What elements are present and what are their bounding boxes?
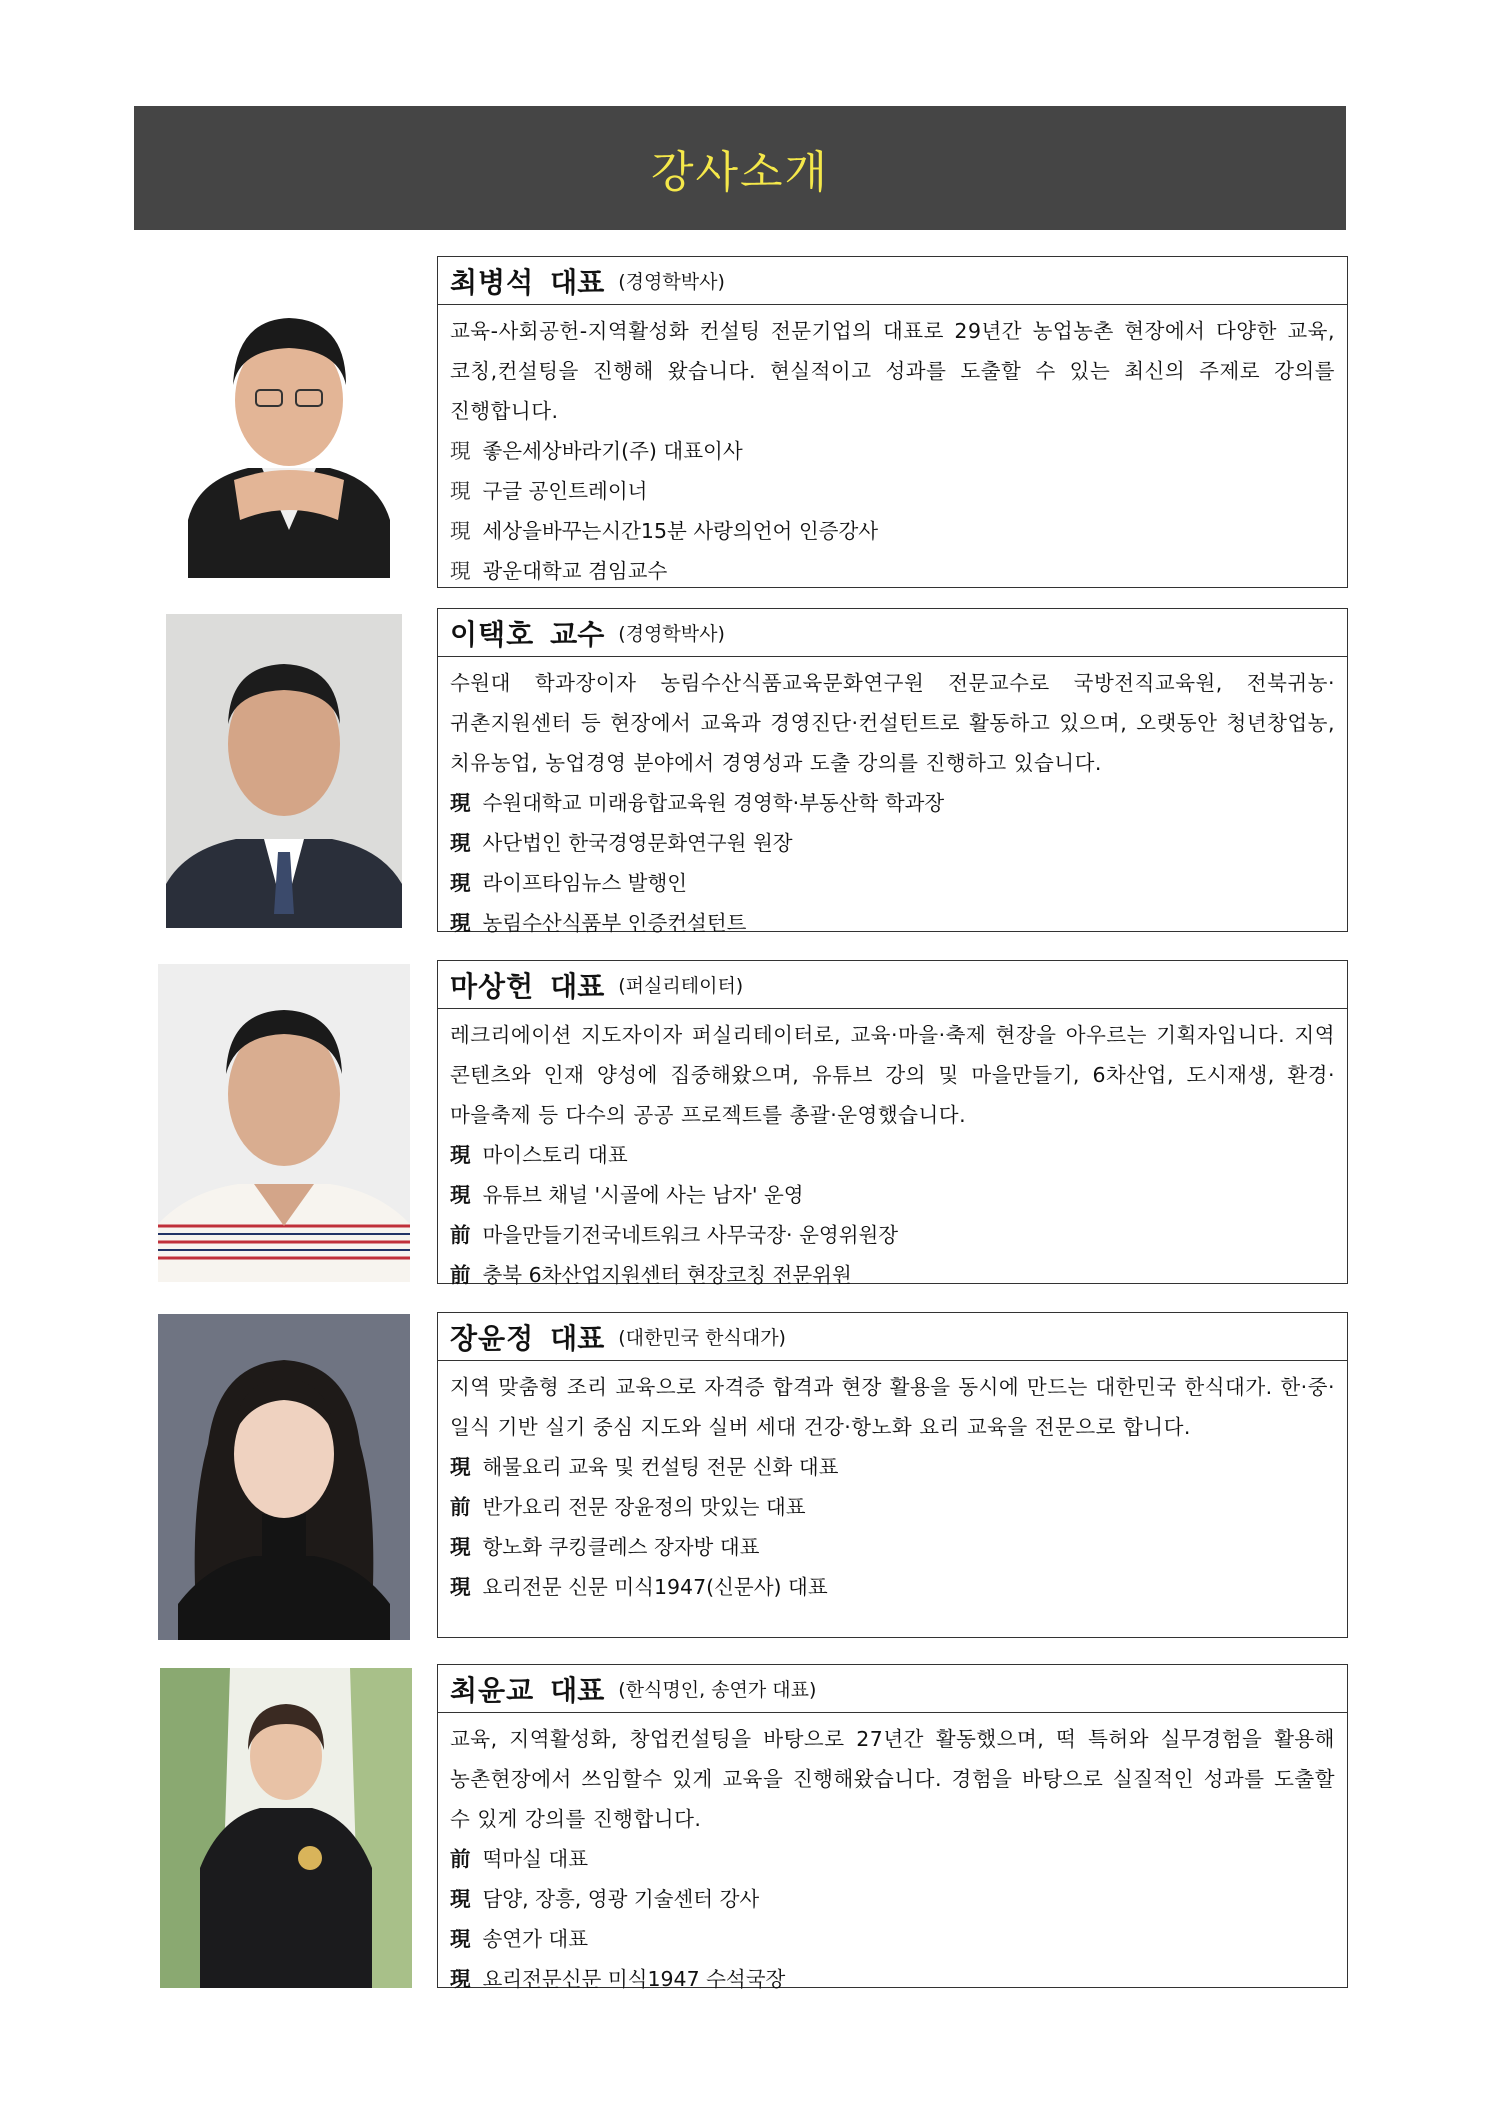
instructor-description: 수원대 학과장이자 농림수산식품교육문화연구원 전문교수로 국방전직교육원, 전북귀농·귀촌지원센터 등 현장에서 교육과 경영진단·컨설턴트로 활동하고 있으며, 오랫동안 청년창업농, 치유농업, 농업경영 분야에서 경영성과 도출 강의를 진행하고 있습니다. <box>450 671 1335 775</box>
credential-item <box>450 1879 1335 1919</box>
credential-text: 세상을바꾸는시간15분 사랑의언어 인증강사 <box>482 519 879 543</box>
credential-mark: 現 <box>450 1967 471 1991</box>
credential-text: 좋은세상바라기(주) 대표이사 <box>482 439 743 463</box>
instructor-description: 교육-사회공헌-지역활성화 컨설팅 전문기업의 대표로 29년간 농업농촌 현장에서 다양한 교육,코칭,컨설팅을 진행해 왔습니다. 현실적이고 성과를 도출할 수 있는 최신의 주제로 강의를 진행합니다. <box>450 319 1335 423</box>
credential-text: 담양, 장흥, 영광 기술센터 강사 <box>482 1887 760 1911</box>
instructor-subtitle: (경영학박사) <box>618 271 725 293</box>
credential-item <box>450 1135 1335 1175</box>
instructor-title: 대표 <box>550 1321 605 1355</box>
instructor-description: 레크리에이션 지도자이자 퍼실리테이터로, 교육·마을·축제 현장을 아우르는 기획자입니다. 지역 콘텐츠와 인재 양성에 집중해왔으며, 유튜브 강의 및 마을만들기, 6차산업, 도시재생, 환경·마을축제 등 다수의 공공 프로젝트를 총괄·운영했습니다. <box>450 1023 1335 1127</box>
instructor-info-5 <box>437 1664 1348 1991</box>
credential-item <box>450 1959 1335 1999</box>
credential-item <box>450 783 1335 823</box>
instructor-header <box>438 961 1347 1009</box>
credential-text: 충북 6차산업지원센터 현장코칭 전문위원 <box>482 1263 852 1287</box>
credential-item <box>450 1215 1335 1255</box>
instructor-title: 대표 <box>550 969 605 1003</box>
credential-item <box>450 823 1335 863</box>
credential-item <box>450 1447 1335 1487</box>
instructor-photo-5 <box>160 1668 412 1988</box>
credential-mark: 現 <box>450 1143 471 1167</box>
credential-item <box>450 551 1335 591</box>
credential-mark: 現 <box>450 871 471 895</box>
credential-text: 마이스토리 대표 <box>482 1143 628 1167</box>
instructor-name: 마상헌 <box>450 969 535 1003</box>
credential-mark: 前 <box>450 1223 471 1247</box>
instructor-header <box>438 257 1347 305</box>
credential-item <box>450 903 1335 943</box>
credential-text: 떡마실 대표 <box>482 1847 589 1871</box>
credential-item <box>450 1567 1335 1607</box>
credential-mark: 現 <box>450 479 471 503</box>
credential-text: 유튜브 채널 '시골에 사는 남자' 운영 <box>482 1183 804 1207</box>
instructor-info-2 <box>437 608 1348 935</box>
credential-text: 마을만들기전국네트워크 사무국장· 운영위원장 <box>482 1223 899 1247</box>
instructor-photo-4 <box>158 1314 410 1640</box>
credential-mark: 前 <box>450 1847 471 1871</box>
instructor-header <box>438 1665 1347 1713</box>
credential-text: 항노화 쿠킹클레스 장자방 대표 <box>482 1535 760 1559</box>
credential-mark: 前 <box>450 1263 471 1287</box>
credential-item <box>450 1527 1335 1567</box>
credential-text: 광운대학교 겸임교수 <box>482 559 668 583</box>
credential-item <box>450 471 1335 511</box>
credential-text: 라이프타임뉴스 발행인 <box>482 871 688 895</box>
instructor-title: 대표 <box>550 265 605 299</box>
instructor-name: 장윤정 <box>450 1321 535 1355</box>
credential-item <box>450 863 1335 903</box>
credential-item <box>450 1919 1335 1959</box>
credential-item <box>450 1487 1335 1527</box>
credential-mark: 現 <box>450 559 471 583</box>
instructor-title: 대표 <box>550 1673 605 1707</box>
credential-text: 수원대학교 미래융합교육원 경영학·부동산학 학과장 <box>482 791 945 815</box>
page-title: 강사소개 <box>650 147 829 198</box>
credential-mark: 現 <box>450 1887 471 1911</box>
instructor-subtitle: (경영학박사) <box>618 623 725 645</box>
credential-text: 해물요리 교육 및 컨설팅 전문 신화 대표 <box>482 1455 839 1479</box>
instructor-info-1 <box>437 256 1348 588</box>
credential-mark: 現 <box>450 1183 471 1207</box>
credential-mark: 現 <box>450 831 471 855</box>
credential-mark: 前 <box>450 1495 471 1519</box>
credential-item <box>450 1175 1335 1215</box>
credential-mark: 現 <box>450 1455 471 1479</box>
credential-text: 송연가 대표 <box>482 1927 589 1951</box>
instructor-name: 최윤교 <box>450 1673 535 1707</box>
credential-item <box>450 1255 1335 1295</box>
credential-text: 요리전문신문 미식1947 수석국장 <box>482 1967 786 1991</box>
instructor-subtitle: (퍼실리테이터) <box>618 975 744 997</box>
instructor-subtitle: (대한민국 한식대가) <box>618 1327 786 1349</box>
instructor-description: 교육, 지역활성화, 창업컨설팅을 바탕으로 27년간 활동했으며, 떡 특허와 실무경험을 활용해 농촌현장에서 쓰임할수 있게 교육을 진행해왔습니다. 경험을 바탕으로 실질적인 성과를 도출할 수 있게 강의를 진행합니다. <box>450 1727 1335 1831</box>
instructor-info-3 <box>437 960 1348 1287</box>
instructor-photo-1 <box>178 290 400 578</box>
credential-text: 농림수산식품부 인증컨설턴트 <box>482 911 747 935</box>
instructor-photo-3 <box>158 964 410 1282</box>
page-title-banner <box>134 106 1346 230</box>
credential-text: 구글 공인트레이너 <box>482 479 648 503</box>
instructor-header <box>438 1313 1347 1361</box>
credential-text: 반가요리 전문 장윤정의 맛있는 대표 <box>482 1495 806 1519</box>
credential-mark: 現 <box>450 911 471 935</box>
credential-mark: 現 <box>450 1535 471 1559</box>
credential-mark: 現 <box>450 791 471 815</box>
credential-text: 사단법인 한국경영문화연구원 원장 <box>482 831 793 855</box>
credential-mark: 現 <box>450 1927 471 1951</box>
instructor-name: 최병석 <box>450 265 535 299</box>
credential-mark: 現 <box>450 1575 471 1599</box>
instructor-header <box>438 609 1347 657</box>
instructor-photo-2 <box>166 614 402 928</box>
credential-item <box>450 431 1335 471</box>
credential-mark: 現 <box>450 439 471 463</box>
instructor-subtitle: (한식명인, 송연가 대표) <box>618 1679 817 1701</box>
instructor-name: 이택호 <box>450 617 535 651</box>
credential-item <box>450 1839 1335 1879</box>
credential-text: 요리전문 신문 미식1947(신문사) 대표 <box>482 1575 828 1599</box>
credential-mark: 現 <box>450 519 471 543</box>
credential-item <box>450 511 1335 551</box>
instructor-info-4 <box>437 1312 1348 1638</box>
instructor-title: 교수 <box>550 617 605 651</box>
instructor-description: 지역 맞춤형 조리 교육으로 자격증 합격과 현장 활용을 동시에 만드는 대한민국 한식대가. 한·중·일식 기반 실기 중심 지도와 실버 세대 건강·항노화 요리 교육을 전문으로 합니다. <box>450 1375 1335 1439</box>
